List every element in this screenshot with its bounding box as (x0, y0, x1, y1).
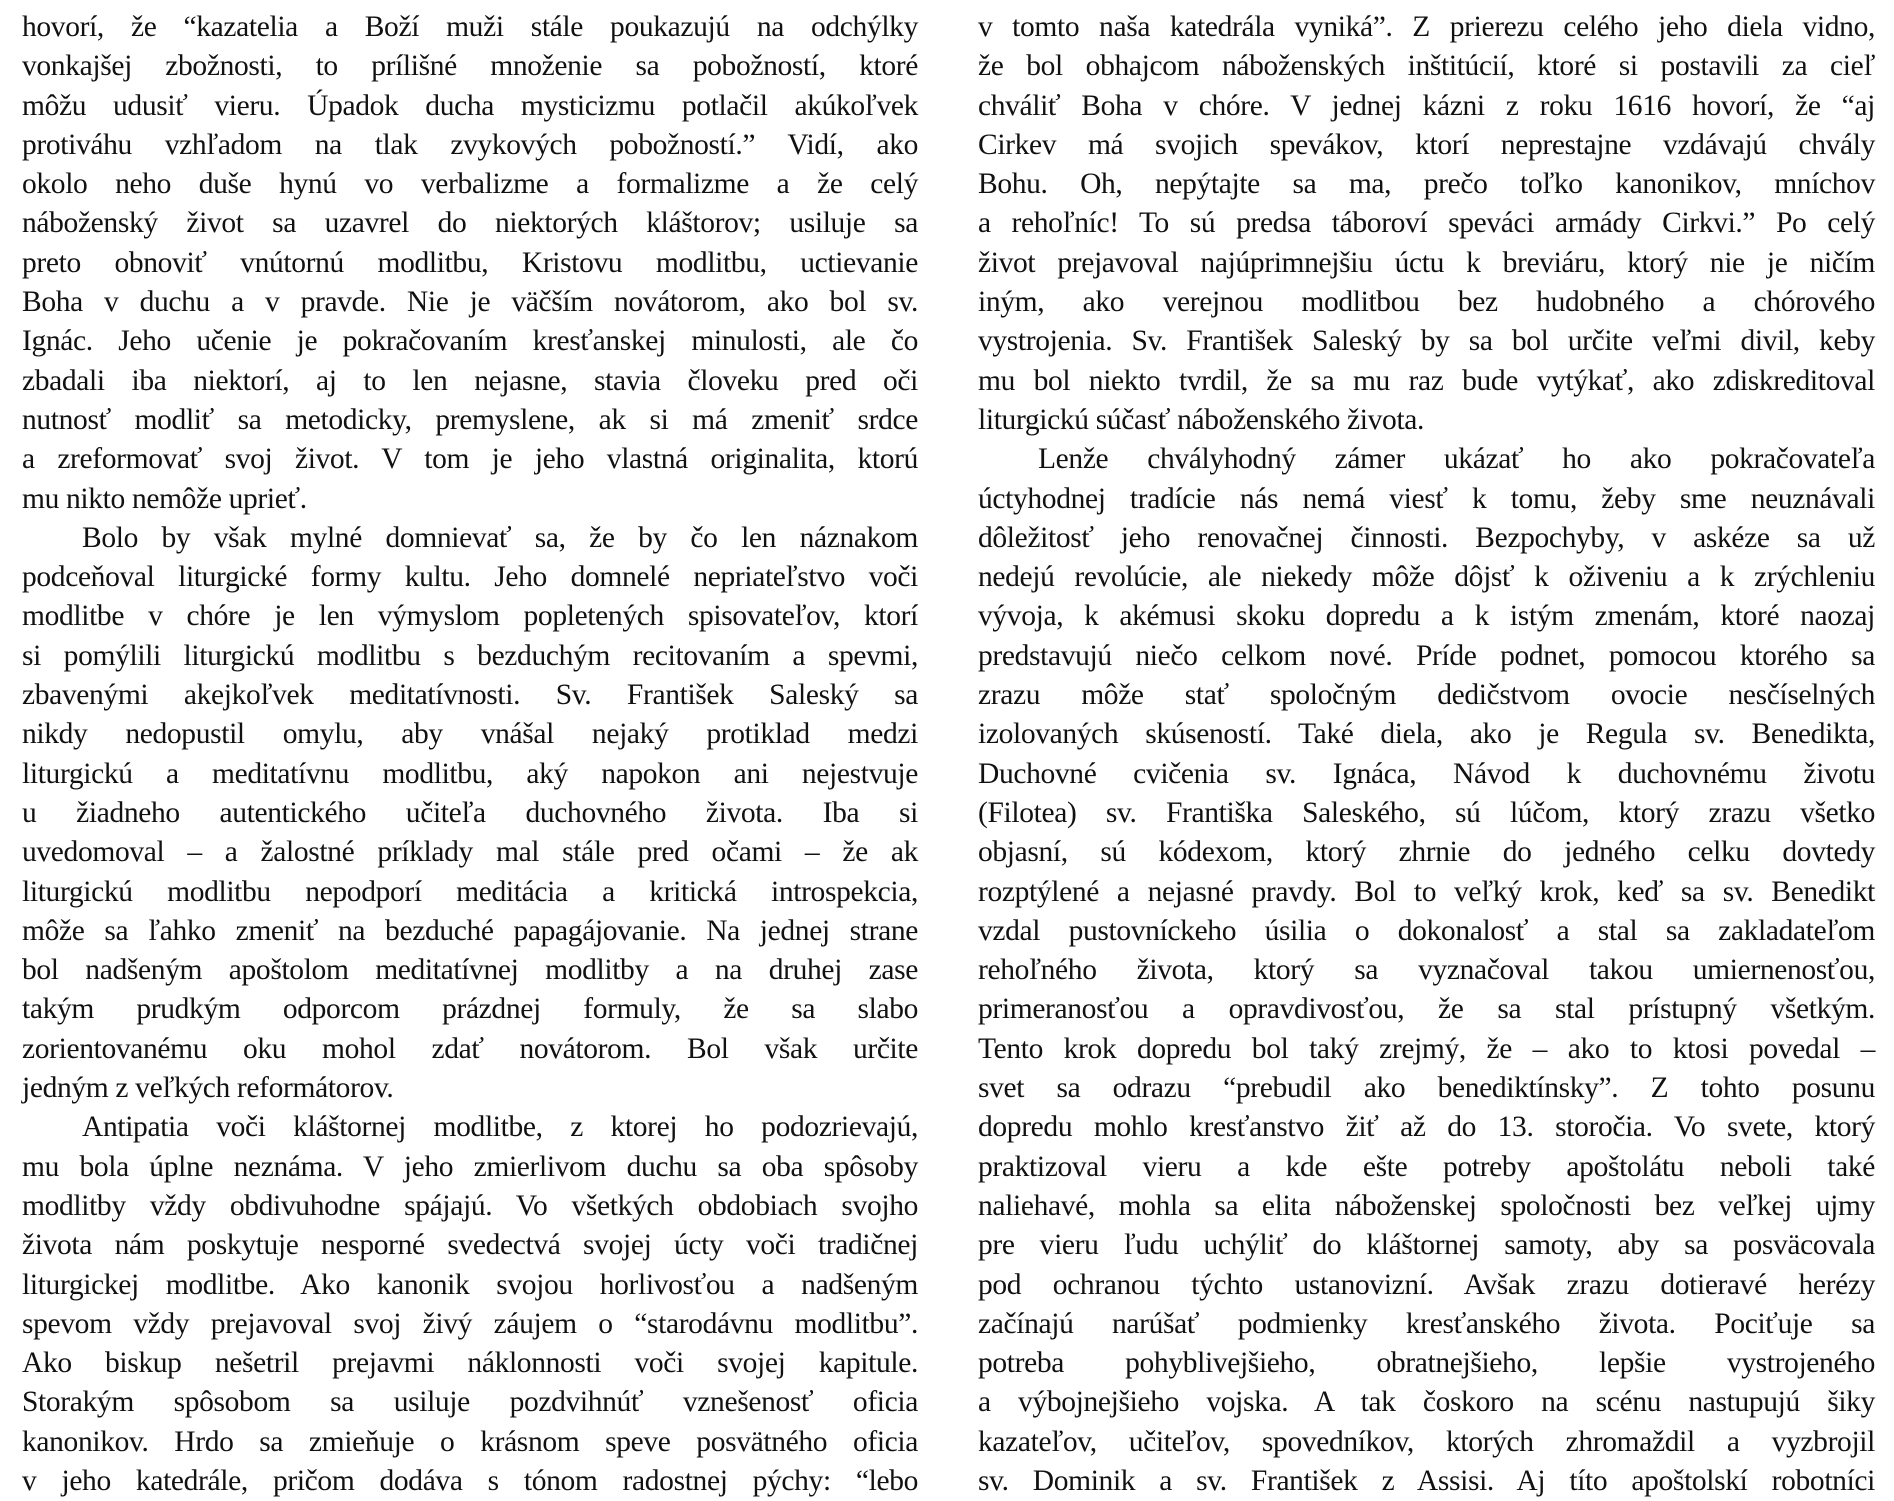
text-line: nedejú revolúcie, ale niekedy môže dôjsť k oživeniu a k zrýchleniu (978, 561, 1875, 594)
text-line: potreba pohyblivejšieho, obratnejšieho, lepšie vystrojeného (978, 1347, 1875, 1380)
text-line: nutnosť modliť sa metodicky, premyslene, ak si má zmeniť srdce (22, 403, 918, 436)
text-line: Duchovné cvičenia sv. Ignáca, Návod k duchovnému životu (978, 757, 1875, 790)
text-line: objasní, sú kódexom, ktorý zhrnie do jedného celku dovtedy (978, 836, 1875, 869)
text-line: uvedomoval – a žalostné príklady mal stále pred očami – že ak (22, 836, 918, 869)
text-line: liturgickú súčasť náboženského života. (978, 403, 1425, 436)
text-line: spevom vždy prejavoval svoj živý záujem o “starodávnu modlitbu”. (22, 1307, 918, 1340)
text-line: Ignác. Jeho učenie je pokračovaním kresťanskej minulosti, ale čo (22, 325, 918, 358)
text-line: Cirkev má svojich spevákov, ktorí neprestajne vzdávajú chvály (978, 128, 1875, 161)
text-line: zbavenými akejkoľvek meditatívnosti. Sv. František Saleský sa (22, 679, 918, 712)
text-line: chváliť Boha v chóre. V jednej kázni z roku 1616 hovorí, že “aj (978, 89, 1875, 122)
text-line: (Filotea) sv. Františka Saleského, sú lúčom, ktorý zrazu všetko (978, 796, 1875, 829)
text-line: predstavujú niečo celkom nové. Príde podnet, pomocou ktorého sa (978, 639, 1875, 672)
text-line: takým prudkým odporcom prázdnej formuly, že sa slabo (22, 993, 918, 1026)
text-line: Bolo by však mylné domnievať sa, že by čo len náznakom (82, 521, 918, 554)
text-line: dôležitosť jeho renovačnej činnosti. Bezpochyby, v askéze sa už (978, 521, 1875, 554)
text-line: vzdal pustovníckeho úsilia o dokonalosť a stal sa zakladateľom (978, 914, 1875, 947)
text-line: modlitbe v chóre je len výmyslom popletených spisovateľov, ktorí (22, 600, 918, 633)
text-line: modlitby vždy obdivuhodne spájajú. Vo všetkých obdobiach svojho (22, 1189, 918, 1222)
text-line: podceňoval liturgické formy kultu. Jeho domnelé nepriateľstvo voči (22, 561, 918, 594)
text-line: môže sa ľahko zmeniť na bezduché papagájovanie. Na jednej strane (22, 914, 918, 947)
text-line: mu nikto nemôže uprieť. (22, 482, 307, 515)
text-line: bol nadšeným apoštolom meditatívnej modlitby a na druhej zase (22, 954, 918, 987)
text-line: praktizoval vieru a kde ešte potreby apoštolátu neboli také (978, 1150, 1875, 1183)
text-line: u žiadneho autentického učiteľa duchovného života. Iba si (22, 796, 918, 829)
text-line: mu bola úplne neznáma. V jeho zmierlivom duchu sa oba spôsoby (22, 1150, 918, 1183)
text-line: rozptýlené a nejasné pravdy. Bol to veľký krok, keď sa sv. Benedikt (978, 875, 1875, 908)
text-line: v jeho katedrále, pričom dodáva s tónom radostnej pýchy: “lebo (22, 1464, 918, 1497)
text-line: kazateľov, učiteľov, spovedníkov, ktorých zhromaždil a vyzbrojil (978, 1425, 1875, 1458)
text-line: liturgickú a meditatívnu modlitbu, aký napokon ani nejestvuje (22, 757, 918, 790)
text-line: liturgickú modlitbu nepodporí meditácia a kritická introspekcia, (22, 875, 918, 908)
text-line: Storakým spôsobom sa usiluje pozdvihnúť vznešenosť oficia (22, 1386, 918, 1419)
text-line: pre vieru ľudu uchýliť do kláštornej samoty, aby sa posväcovala (978, 1229, 1875, 1262)
text-line: že bol obhajcom náboženských inštitúcií, ktoré si postavili za cieľ (978, 50, 1875, 83)
text-line: sv. Dominik a sv. František z Assisi. Aj títo apoštolskí robotníci (978, 1464, 1875, 1497)
text-line: dopredu mohlo kresťanstvo žiť až do 13. storočia. Vo svete, ktorý (978, 1111, 1875, 1144)
text-line: izolovaných skúseností. Také diela, ako je Regula sv. Benedikta, (978, 718, 1875, 751)
text-line: v tomto naša katedrála vyniká”. Z prierezu celého jeho diela vidno, (978, 11, 1875, 43)
text-line: protiváhu vzhľadom na tlak zvykových pobožností.” Vidí, ako (22, 128, 918, 161)
text-line: rehoľného života, ktorý sa vyznačoval takou umiernenosťou, (978, 954, 1875, 987)
text-line: hovorí, že “kazatelia a Boží muži stále poukazujú na odchýlky (22, 11, 918, 43)
text-line: vývoja, k akémusi skoku dopredu a k istým zmenám, ktoré naozaj (978, 600, 1875, 633)
text-line: primeranosťou a opravdivosťou, že sa stal prístupný všetkým. (978, 993, 1875, 1026)
text-line: Antipatia voči kláštornej modlitbe, z ktorej ho podozrievajú, (82, 1111, 918, 1144)
text-line: iným, ako verejnou modlitbou bez hudobného a chórového (978, 286, 1875, 319)
text-line: zbadali iba niektorí, aj to len nejasne, stavia človeku pred oči (22, 364, 918, 397)
text-line: Bohu. Oh, nepýtajte sa ma, prečo toľko kanonikov, mníchov (978, 168, 1875, 201)
text-line: okolo neho duše hynú vo verbalizme a formalizme a že celý (22, 168, 918, 201)
text-line: Lenže chvályhodný zámer ukázať ho ako pokračovateľa (1038, 443, 1875, 476)
text-line: kanonikov. Hrdo sa zmieňuje o krásnom speve posvätného oficia (22, 1425, 918, 1458)
text-line: a rehoľníc! To sú predsa táboroví speváci armády Cirkvi.” Po celý (978, 207, 1875, 240)
left-column (22, 8, 918, 1501)
text-line: naliehavé, mohla sa elita náboženskej spoločnosti bez veľkej ujmy (978, 1189, 1875, 1222)
text-line: vonkajšej zbožnosti, to prílišné množenie sa pobožností, ktoré (22, 50, 918, 83)
text-line: úctyhodnej tradície nás nemá viesť k tomu, žeby sme neuznávali (978, 482, 1875, 515)
text-line: zrazu môže stať spoločným dedičstvom ovocie nesčíselných (978, 679, 1875, 712)
text-line: Ako biskup nešetril prejavmi náklonnosti voči svojej kapitule. (22, 1347, 918, 1380)
text-line: zorientovanému oku mohol zdať novátorom. Bol však určite (22, 1032, 918, 1065)
text-line: život prejavoval najúprimnejšiu úctu k breviáru, ktorý nie je ničím (978, 246, 1875, 279)
text-line: jedným z veľkých reformátorov. (22, 1072, 394, 1105)
text-line: začínajú narúšať podmienky kresťanského života. Pociťuje sa (978, 1307, 1875, 1340)
text-line: nikdy nedopustil omylu, aby vnášal nejaký protiklad medzi (22, 718, 918, 751)
text-line: svet sa odrazu “prebudil ako benediktínsky”. Z tohto posunu (978, 1072, 1875, 1105)
text-line: si pomýlili liturgickú modlitbu s bezduchým recitovaním a spevmi, (22, 639, 918, 672)
text-line: života nám poskytuje nesporné svedectvá svojej úcty voči tradičnej (22, 1229, 918, 1262)
text-line: mu bol niekto tvrdil, že sa mu raz bude vytýkať, ako zdiskreditoval (978, 364, 1875, 397)
text-line: náboženský život sa uzavrel do niektorých kláštorov; usiluje sa (22, 207, 918, 240)
text-line: a zreformovať svoj život. V tom je jeho vlastná originalita, ktorú (22, 443, 918, 476)
text-line: Tento krok dopredu bol taký zrejmý, že – ako to ktosi povedal – (978, 1032, 1875, 1065)
right-column (978, 8, 1875, 1501)
text-line: a výbojnejšieho vojska. A tak čoskoro na scénu nastupujú šiky (978, 1386, 1875, 1419)
text-line: preto obnoviť vnútornú modlitbu, Kristovu modlitbu, uctievanie (22, 246, 918, 279)
text-line: Boha v duchu a v pravde. Nie je väčším novátorom, ako bol sv. (22, 286, 918, 319)
text-line: pod ochranou týchto ustanovizní. Avšak zrazu dotieravé herézy (978, 1268, 1875, 1301)
text-line: môžu udusiť vieru. Úpadok ducha mysticizmu potlačil akúkoľvek (22, 89, 918, 122)
text-line: liturgickej modlitbe. Ako kanonik svojou horlivosťou a nadšeným (22, 1268, 918, 1301)
text-line: vystrojenia. Sv. František Saleský by sa bol určite veľmi divil, keby (978, 325, 1875, 358)
